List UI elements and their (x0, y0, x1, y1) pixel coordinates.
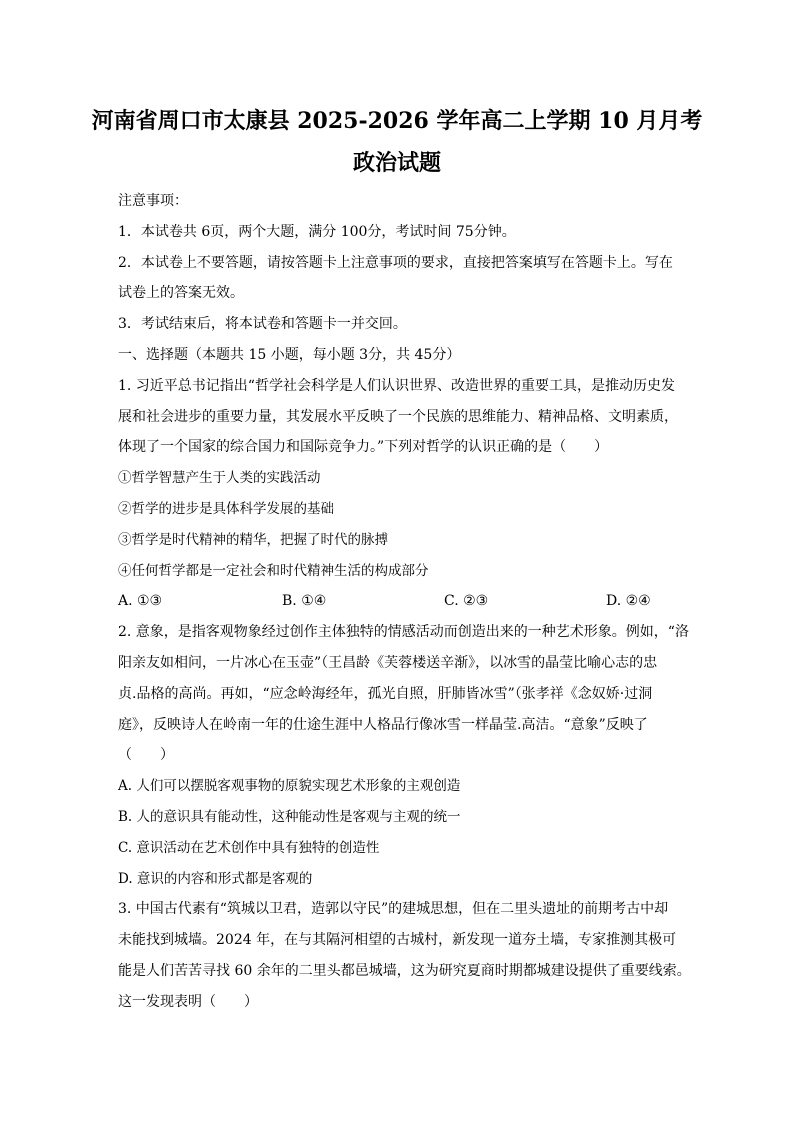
question-3-stem: 未能找到城墙。2024 年，在与其隔河相望的古城村，新发现一道夯土墙，专家推测其极可 (118, 932, 677, 949)
question-1-statement: ④任何哲学都是一定社会和时代精神生活的构成部分 (118, 562, 429, 579)
question-2-stem: 2. 意象，是指客观物象经过创作主体独特的情感活动而创造出来的一种艺术形象。例如，“洛 (118, 624, 689, 641)
notice-item: 2．本试卷上不要答题，请按答题卡上注意事项的要求，直接把答案填写在答题卡上。写在 (118, 254, 673, 271)
question-1-stem: 1. 习近平总书记指出“哲学社会科学是人们认识世界、改造世界的重要工具，是推动历史发 (118, 377, 675, 394)
question-2-option-c: C. 意识活动在艺术创作中具有独特的创造性 (118, 839, 380, 856)
exam-body (118, 186, 691, 1018)
option-c: C. ②③ (444, 593, 489, 610)
option-d: D. ②④ (606, 593, 651, 610)
question-1-statement: ①哲学智慧产生于人类的实践活动 (118, 470, 321, 487)
question-2-option-d: D. 意识的内容和形式都是客观的 (118, 870, 313, 887)
exam-subtitle: 政治试题 (352, 150, 441, 176)
question-1-options (118, 586, 678, 617)
option-a: A. ①③ (118, 593, 163, 610)
question-2-stem: 贞.品格的高尚。再如，“应念岭海经年，孤光自照，肝肺皆冰雪”（张孝祥《念奴娇·过洞 (118, 685, 653, 702)
question-1-stem: 体现了一个国家的综合国力和国际竞争力。”下列对哲学的认识正确的是（ ） (118, 439, 609, 456)
question-3-stem: 3. 中国古代素有“筑城以卫君，造郭以守民”的建城思想，但在二里头遗址的前期考古中却 (118, 901, 669, 918)
section-heading: 一、选择题（本题共 15 小题，每小题 3分，共 45分） (118, 346, 461, 363)
question-2-stem: （ ） (118, 747, 174, 764)
question-2-stem: 庭》，反映诗人在岭南一年的仕途生涯中人格品行像冰雪一样晶莹.高洁。“意象”反映了 (118, 716, 648, 733)
question-1-statement: ③哲学是时代精神的精华，把握了时代的脉搏 (118, 531, 388, 548)
question-2-stem: 阳亲友如相问，一片冰心在玉壶”（王昌龄《芙蓉楼送辛渐》，以冰雪的晶莹比喻心志的忠 (118, 654, 658, 671)
exam-title: 河南省周口市太康县 2025-2026 学年高二上学期 10 月月考 (91, 108, 703, 134)
question-3-stem: 能是人们苦苦寻找 60 余年的二里头都邑城墙，这为研究夏商时期都城建设提供了重要线索。 (118, 962, 691, 979)
notice-item: 3．考试结束后，将本试卷和答题卡一并交回。 (118, 316, 407, 333)
notice-item: 试卷上的答案无效。 (118, 285, 244, 302)
question-2-option-a: A. 人们可以摆脱客观事物的原貌实现艺术形象的主观创造 (118, 778, 461, 795)
notice-item: 1．本试卷共 6页，两个大题，满分 100分，考试时间 75分钟。 (118, 223, 516, 240)
question-3-stem: 这一发现表明（ ） (118, 993, 258, 1010)
option-b: B. ①④ (282, 593, 327, 610)
notice-heading: 注意事项： (118, 193, 188, 209)
question-1-statement: ②哲学的进步是具体科学发展的基础 (118, 500, 334, 517)
question-2-option-b: B. 人的意识具有能动性，这种能动性是客观与主观的统一 (118, 808, 461, 825)
question-1-stem: 展和社会进步的重要力量，其发展水平反映了一个民族的思维能力、精神品格、文明素质， (118, 408, 678, 425)
